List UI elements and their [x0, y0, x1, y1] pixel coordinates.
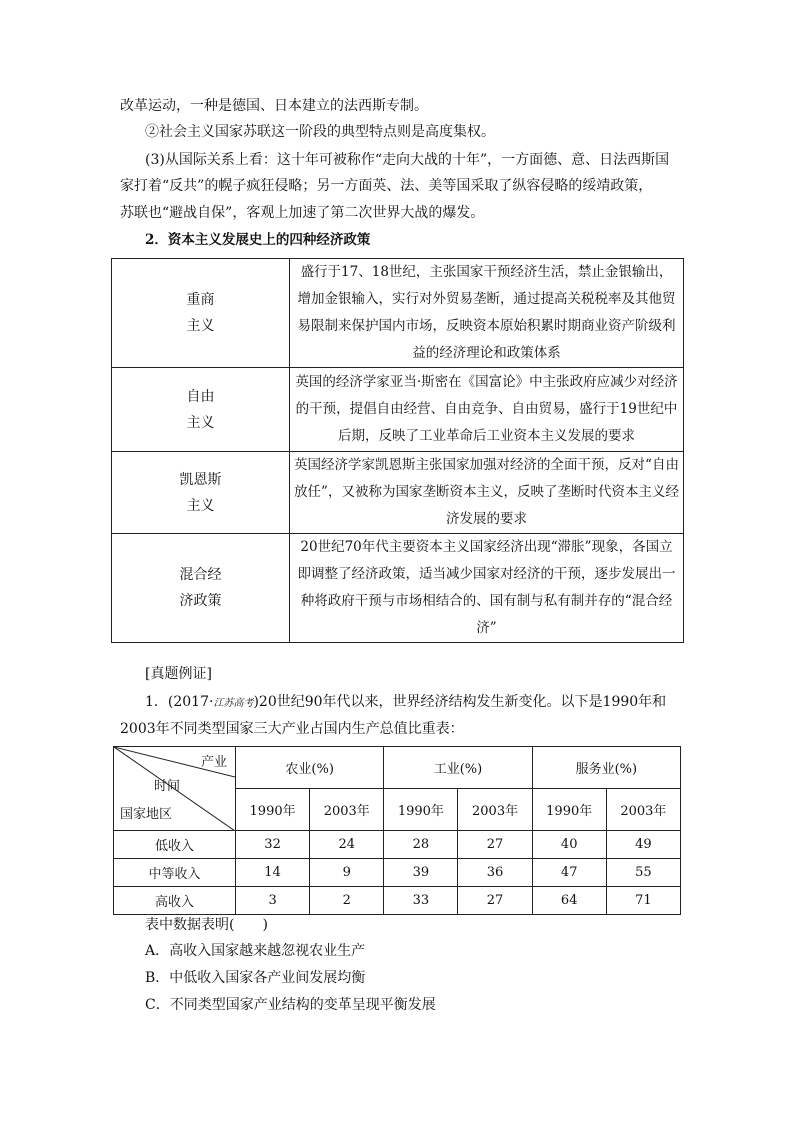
question-source: 江苏高考	[213, 698, 254, 709]
row-label: 高收入	[114, 887, 236, 915]
table-cell: 24	[310, 831, 384, 859]
table-cell: 14	[236, 859, 310, 887]
option-a: A．高收入国家越来越忽视农业生产	[145, 943, 366, 959]
policy-name-line1: 重商	[186, 292, 215, 308]
table-cell: 47	[532, 859, 606, 887]
policy-desc: 20世纪70年代主要资本主义国家经济出现“滞胀”现象，各国立即调整了经济政策，适当减少国家对经济的干预，逐步发展出一种将政府干预与市场相结合的、国有制与私有制并存的“混合经济”	[290, 534, 684, 643]
header-industry: 产业	[200, 755, 227, 770]
option-b: B．中低收入国家各产业间发展均衡	[145, 970, 366, 986]
policy-desc: 英国经济学家凯恩斯主张国家加强对经济的全面干预，反对“自由放任”，又被称为国家垄断资本主义，反映了垄断时代资本主义经济发展的要求	[290, 452, 684, 534]
question-prefix: 1．(2017·	[145, 694, 214, 710]
table-header-row	[114, 747, 681, 789]
group-header-services: 服务业(%)	[532, 747, 680, 789]
table-row	[114, 859, 681, 887]
table-cell: 71	[606, 887, 680, 915]
year-header: 1990年	[532, 789, 606, 831]
option-c: C．不同类型国家产业结构的变革呈现平衡发展	[145, 997, 436, 1013]
row-label: 中等收入	[114, 859, 236, 887]
intro-line-4: 家打着“反共”的幌子疯狂侵略；另一方面英、法、美等国采取了纵容侵略的绥靖政策，	[120, 178, 653, 194]
policy-name-line1: 混合经	[179, 567, 222, 583]
policy-name-line1: 凯恩斯	[179, 471, 222, 488]
policy-row	[112, 534, 684, 643]
table-cell: 33	[384, 887, 458, 915]
policy-name-line2: 主义	[186, 414, 215, 431]
group-header-agriculture: 农业(%)	[236, 747, 384, 789]
example-heading: [真题例证]	[145, 666, 212, 682]
table-cell: 49	[606, 831, 680, 859]
diagonal-header-cell	[114, 747, 236, 831]
table-row	[114, 831, 681, 859]
table-cell: 3	[236, 887, 310, 915]
policy-row	[112, 259, 684, 368]
policy-name-line2: 主义	[186, 497, 215, 514]
table-cell: 2	[310, 887, 384, 915]
year-header: 1990年	[384, 789, 458, 831]
table-cell: 55	[606, 859, 680, 887]
table-row	[114, 887, 681, 915]
table-cell: 39	[384, 859, 458, 887]
question-line-1	[145, 692, 666, 714]
year-header: 2003年	[606, 789, 680, 831]
intro-line-1: 改革运动，一种是德国、日本建立的法西斯专制。	[120, 98, 428, 114]
policy-row	[112, 368, 684, 452]
question-line-2: 2003年不同类型国家三大产业占国内生产总值比重表：	[120, 721, 464, 737]
table-cell: 28	[384, 831, 458, 859]
year-header: 1990年	[236, 789, 310, 831]
policy-row	[112, 452, 684, 534]
policy-desc: 盛行于17、18世纪，主张国家干预经济生活，禁止金银输出，增加金银输入，实行对外贸易垄断，通过提高关税税率及其他贸易限制来保护国内市场，反映资本原始积累时期商业资产阶级利益的经济理论和政策体系	[290, 259, 684, 368]
policy-name-line2: 主义	[186, 318, 215, 334]
row-label: 低收入	[114, 831, 236, 859]
table-cell: 32	[236, 831, 310, 859]
section-title: 2．资本主义发展史上的四种经济政策	[145, 232, 371, 248]
policy-desc: 英国的经济学家亚当·斯密在《国富论》中主张政府应减少对经济的干预，提倡自由经营、自由竞争、自由贸易，盛行于19世纪中后期，反映了工业革命后工业资本主义发展的要求	[290, 368, 684, 452]
policy-name-cell	[112, 452, 290, 534]
question-stem: 表中数据表明( )	[145, 917, 268, 933]
table-cell: 36	[458, 859, 532, 887]
question-line1-rest: )20世纪90年代以来，世界经济结构发生新变化。以下是1990年和	[253, 694, 667, 710]
year-header: 2003年	[458, 789, 532, 831]
header-region: 国家地区	[120, 807, 173, 822]
policy-name-line1: 自由	[186, 388, 215, 405]
table-cell: 40	[532, 831, 606, 859]
group-header-industry: 工业(%)	[384, 747, 532, 789]
table-cell: 64	[532, 887, 606, 915]
table-cell: 27	[458, 831, 532, 859]
policy-name-cell	[112, 259, 290, 368]
table-cell: 9	[310, 859, 384, 887]
policy-name-cell	[112, 534, 290, 643]
policy-name-cell	[112, 368, 290, 452]
year-header: 2003年	[310, 789, 384, 831]
table-cell: 27	[458, 887, 532, 915]
intro-line-5: 苏联也“避战自保”，客观上加速了第二次世界大战的爆发。	[120, 205, 485, 221]
intro-line-2: ②社会主义国家苏联这一阶段的典型特点则是高度集权。	[145, 124, 495, 140]
gdp-structure-table	[113, 746, 681, 915]
policy-name-line2: 济政策	[179, 593, 222, 609]
header-time: 时间	[154, 779, 181, 794]
policy-table	[111, 258, 684, 643]
intro-line-3: (3)从国际关系上看：这十年可被称作“走向大战的十年”，一方面德、意、日法西斯国	[145, 152, 670, 168]
